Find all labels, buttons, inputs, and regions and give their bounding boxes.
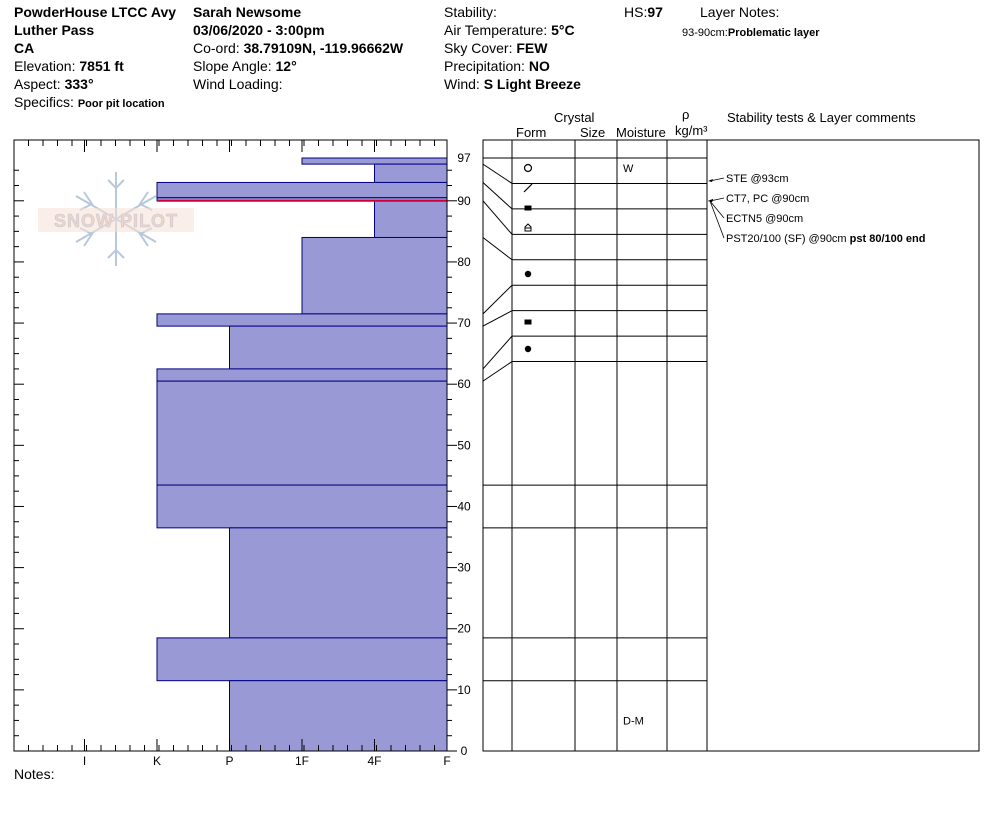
layer-connector bbox=[483, 311, 512, 326]
moisture-label: D-M bbox=[623, 715, 644, 728]
stability-test-text: ECTN5 @90cm bbox=[726, 213, 804, 225]
rho-header: ρ bbox=[682, 107, 690, 122]
elevation-label: Elevation: bbox=[14, 58, 80, 74]
stability-tests-header: Stability tests & Layer comments bbox=[727, 110, 916, 125]
moisture-labels bbox=[623, 163, 644, 727]
hardness-bar bbox=[302, 237, 447, 313]
observer: Sarah Newsome bbox=[193, 4, 302, 20]
crystal-header: Crystal bbox=[554, 110, 595, 125]
stability-test-arrows bbox=[708, 173, 925, 245]
depth-tick-label: 40 bbox=[457, 499, 471, 514]
form-header: Form bbox=[516, 125, 547, 140]
aspect-label: Aspect: bbox=[14, 76, 65, 92]
layer-note-text: Problematic layer bbox=[727, 27, 820, 39]
moisture-label: W bbox=[623, 163, 634, 175]
stability-test-label bbox=[726, 173, 789, 185]
depth-tick-label: 60 bbox=[457, 377, 471, 392]
depth-tick-label: 80 bbox=[457, 254, 471, 269]
layer-connector bbox=[483, 164, 512, 183]
melt-form-icon bbox=[525, 271, 531, 277]
notes-label: Notes: bbox=[14, 766, 55, 782]
stability-test-text: PST20/100 (SF) @90cm bbox=[726, 233, 850, 245]
moisture-header: Moisture bbox=[616, 125, 666, 140]
stability-test-label bbox=[726, 233, 925, 245]
depth-tick-label: 30 bbox=[457, 560, 471, 575]
hardness-bar bbox=[157, 182, 447, 197]
melt-form-icon bbox=[525, 346, 531, 352]
size-header: Size bbox=[580, 125, 606, 140]
faceted-grain-icon bbox=[525, 206, 532, 211]
hardness-bar bbox=[375, 164, 448, 182]
wind-loading: Wind Loading: bbox=[193, 76, 283, 92]
layer-connector bbox=[483, 285, 512, 314]
wind-value: S Light Breeze bbox=[483, 76, 581, 92]
slope-value: 12° bbox=[275, 58, 297, 74]
layer-table-lines bbox=[512, 140, 707, 751]
hardness-bar bbox=[157, 369, 447, 381]
depth-tick-label: 0 bbox=[460, 744, 468, 758]
coord-value: 38.79109N, -119.96662W bbox=[243, 40, 404, 56]
aspect-value: 333° bbox=[64, 76, 94, 92]
hardness-tick-label: F bbox=[443, 754, 451, 768]
datetime: 03/06/2020 - 3:00pm bbox=[193, 22, 325, 38]
precip-value: NO bbox=[528, 58, 550, 74]
layer-note-range: 93-90cm: bbox=[682, 27, 728, 39]
layer-connector bbox=[483, 201, 512, 235]
hardness-bar bbox=[230, 528, 448, 638]
hardness-tick-label: K bbox=[152, 754, 162, 768]
rounded-grain-icon bbox=[525, 165, 532, 172]
hardness-bar bbox=[375, 201, 448, 238]
stability-test-label bbox=[726, 193, 809, 205]
state: CA bbox=[14, 40, 35, 56]
hardness-bar bbox=[157, 314, 447, 326]
layer-table-frame bbox=[483, 140, 979, 751]
location: Luther Pass bbox=[14, 22, 95, 38]
hs-value: 97 bbox=[647, 4, 663, 20]
grain-form-symbols bbox=[524, 165, 532, 353]
specifics-value: Poor pit location bbox=[77, 98, 165, 110]
logo-text: SNOW PILOT bbox=[54, 211, 178, 231]
hardness-bar bbox=[230, 326, 448, 369]
stability-test-arrow bbox=[710, 201, 724, 238]
stability-label: Stability: bbox=[444, 4, 497, 20]
specifics-label: Specifics: bbox=[14, 94, 78, 110]
decomposing-fragment-icon bbox=[524, 184, 532, 192]
precip-label: Precipitation: bbox=[444, 58, 529, 74]
hardness-bar bbox=[230, 681, 448, 751]
faceted-grain-icon bbox=[525, 320, 532, 325]
depth-tick-label: 70 bbox=[457, 316, 471, 331]
layer-connector bbox=[483, 182, 512, 208]
hardness-bar bbox=[302, 158, 447, 164]
depth-tick-label: 90 bbox=[457, 193, 471, 208]
arrow-head-icon bbox=[708, 179, 713, 182]
air-temp-label: Air Temperature: bbox=[444, 22, 552, 38]
arrow-head-icon bbox=[708, 199, 713, 202]
hardness-tick-label: I bbox=[82, 754, 87, 768]
air-temp-value: 5°C bbox=[551, 22, 575, 38]
depth-tick-label: 20 bbox=[457, 621, 471, 636]
hardness-tick-label: 1F bbox=[294, 754, 310, 768]
coord-label: Co-ord: bbox=[193, 40, 244, 56]
wind-label: Wind: bbox=[444, 76, 484, 92]
layer-connector bbox=[483, 237, 512, 259]
hardness-tick-label: P bbox=[225, 754, 234, 768]
hardness-bar bbox=[157, 381, 447, 485]
depth-tick-label: 97 bbox=[457, 151, 471, 165]
hs-label: HS: bbox=[624, 4, 648, 20]
hardness-bar bbox=[157, 638, 447, 681]
stability-test-label bbox=[726, 213, 803, 225]
elevation-value: 7851 ft bbox=[79, 58, 124, 74]
slope-label: Slope Angle: bbox=[193, 58, 276, 74]
depth-tick-label: 10 bbox=[457, 682, 471, 697]
sky-value: FEW bbox=[516, 40, 548, 56]
hardness-bar bbox=[157, 485, 447, 528]
layer-notes-label: Layer Notes: bbox=[700, 4, 780, 20]
sky-label: Sky Cover: bbox=[444, 40, 517, 56]
stability-test-text: CT7, PC @90cm bbox=[726, 193, 810, 205]
layer-connectors bbox=[483, 158, 512, 681]
stability-test-arrow bbox=[710, 201, 724, 218]
stability-test-comment: pst 80/100 end bbox=[849, 233, 926, 245]
org-name: PowderHouse LTCC Avy bbox=[14, 4, 177, 20]
density-unit-header: kg/m³ bbox=[675, 123, 708, 138]
hardness-tick-label: 4F bbox=[367, 754, 382, 768]
hardness-bars bbox=[157, 158, 447, 751]
stability-test-text: STE @93cm bbox=[726, 173, 789, 185]
depth-tick-label: 50 bbox=[457, 438, 471, 453]
